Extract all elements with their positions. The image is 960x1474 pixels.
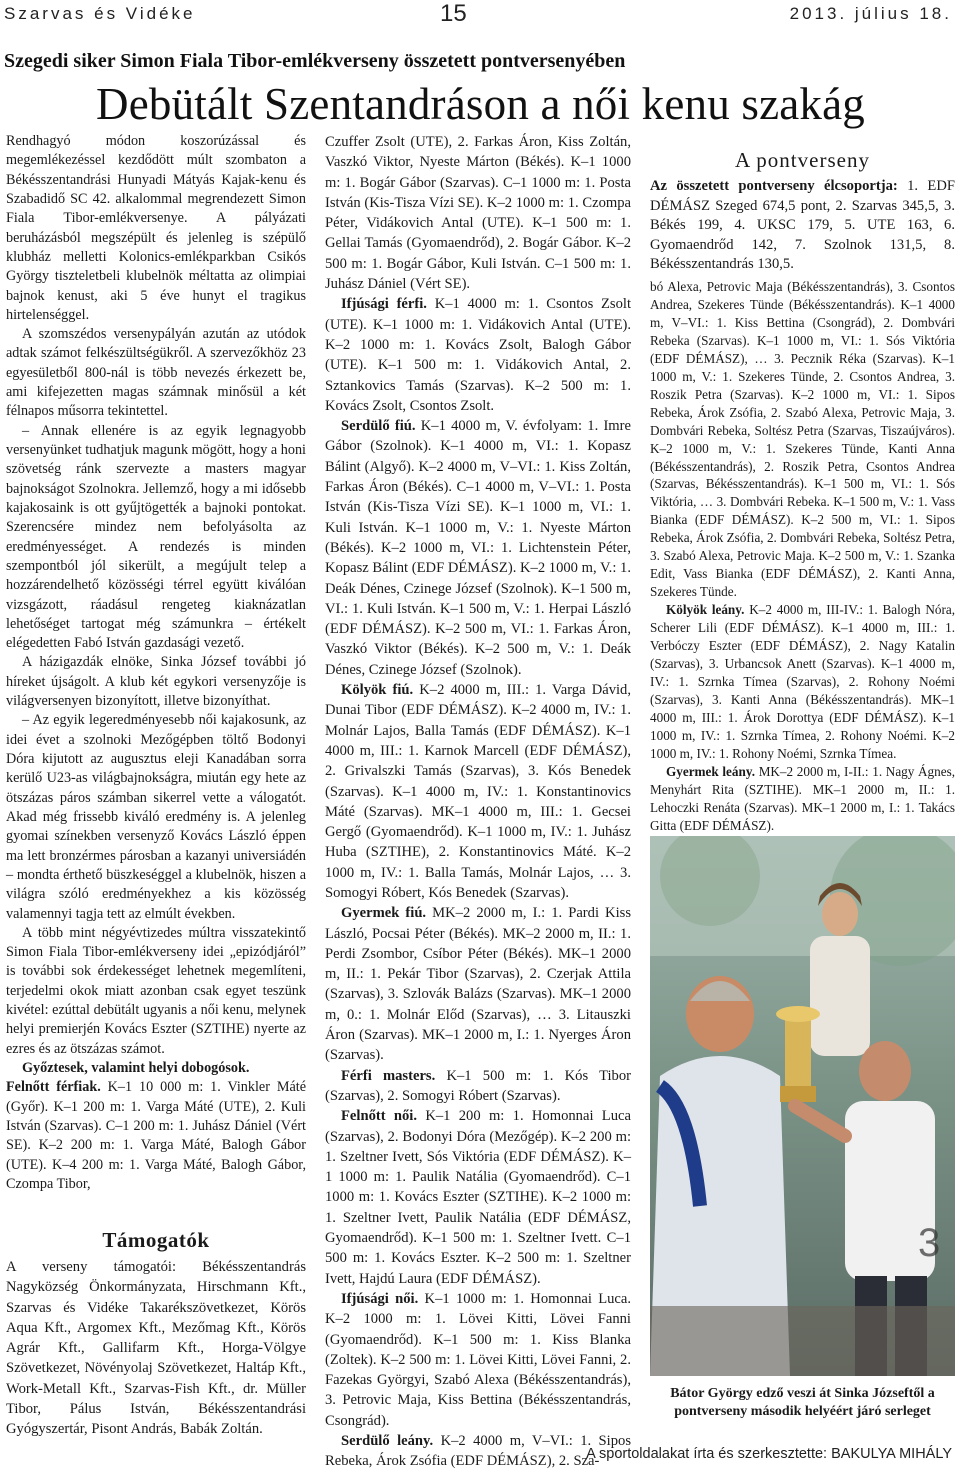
results-text: MK–2 2000 m, I-II.: 1. Nagy Ágnes, Menyhárt Rita (SZTIHE). MK–1 2000 m, II.: 1. Lehoczki Renáta (Szarvas). MK–1 2000 m, I.: 1. Takács Gitta (EDF DÉMÁSZ). — [650, 763, 956, 833]
paragraph: A szomszédos versenypályán azután az utódok adtak számot felkészültségükről. A szervezőkhöz 23 egyesületből 800-nál is több nevezés érkezett be, ami kifejezetten magas számnak minősül a két félnapos műsorra tekintettel. — [6, 326, 306, 420]
results-paragraph — [325, 294, 631, 416]
photo-illustration — [650, 836, 955, 1376]
issue-date: 2013. július 18. — [789, 4, 952, 23]
category-label: Kölyök fiú. — [341, 682, 414, 699]
category-label: Felnőtt férfiak. — [6, 1079, 101, 1096]
svg-text:3: 3 — [918, 1221, 941, 1265]
page-number: 15 — [440, 0, 467, 27]
results-paragraph — [650, 763, 955, 835]
results-paragraph — [325, 680, 631, 903]
category-label: Ifjúsági női. — [341, 1290, 419, 1307]
category-label: Felnőtt női. — [341, 1108, 417, 1125]
category-label: Serdülő fiú. — [341, 418, 416, 435]
article-headline: Debütált Szentandráson a női kenu szakág — [96, 79, 866, 129]
results-paragraph: bó Alexa, Petrovic Maja (Békésszentandrás), 3. Csontos Andrea, Szekeres Tünde (Békésszentandrás). K–1 4000 m, V–VI.: 1. Kiss Bettina (Csongrád), 2. Dombvári Rebeka (Szarvas). K–1 1000 m, VI.: 1. Sós Viktória (EDF DÉMÁSZ), … 3. Pecznik Réka (Szarvas). K–1 1000 m, V.: 1. Szekeres Tünde, 2. Csontos Andrea, 3. Roszik Petra (Szarvas). K–2 1000 m, VI.: 1. Sipos Rebeka, Árok Zsófia, 2. Szabó Alexa, Petrovic Maja, 3. Dombvári Rebeka, Soltész Petra (Szarvas, Tiszaújváros). K–2 1000 m, V.: 1. Szekeres Tünde, Kanti Anna (Békésszentandrás), 2. Roszik Petra, Csontos Andrea (Szarvas, Békésszentandrás). K–1 500 m, VI.: 1. Sós Viktória, … 3. Dombvári Rebeka. K–1 500 m, V.: 1. Vass Bianka (EDF DÉMÁSZ). K–2 500 m, VI.: 1. Sipos Rebeka, Árok Zsófia, 2. Dombvári Rebeka, Soltész Petra, 3. Szabó Alexa, Petrovic Maja. K–2 500 m, V.: 1. Szanka Edit, Vass Bianka (EDF DÉMÁSZ), 2. Kanti Anna, Szekeres Tünde. — [650, 279, 955, 600]
results-text: K–1 4000 m: 1. Csontos Zsolt (UTE). K–1 1000 m: 1. Vidákovich Antal (UTE). K–2 1000 m: 1. Kovács Zsolt, Balogh Gábor (UTE). K–1 500 m: 1. Vidákovich Antal, 2. Sztankovics Tamás (Szarvas). K–2 500 m: 1. Kovács Zsolt, Csontos Zsolt. — [325, 296, 632, 414]
subheading-text: Győztesek, valamint helyi dobogósok. — [22, 1060, 250, 1076]
article-kicker: Szegedi siker Simon Fiala Tibor-emlékverseny összetett pontversenyében — [4, 50, 626, 72]
results-text: K–1 4000 m, V. évfolyam: 1. Imre Gábor (Szolnok). K–1 4000 m, VI.: 1. Kopasz Bálint (Algyő). K–2 4000 m, V–VI.: 1. Kiss Zoltán, Farkas Áron (Békés). C–1 4000 m, V–VI.: 1. Posta István (Kis-Tisza Vízi SE). K–1 1000 m, VI.: 1. Kuli István. K–1 1000 m, V.: 1. Nyeste Márton (Békés). K–2 1000 m, VI.: 1. Lichtenstein Péter, Kopasz Bálint (EDF DÉMÁSZ). K–2 1000 m, V.: 1. Deák Dénes, Czinege József (Szolnok). K–1 500 m, VI.: 1. Kuli István. K–1 500 m, V.: 1. Herpai László (EDF DÉMÁSZ). K–2 500 m, VI.: 1. Farkas Áron, Vaszkó Viktor (Békés). K–2 500 m, V.: 1. Deák Dénes, Czinege József (Szolnok). — [325, 418, 631, 678]
category-label: Férfi masters. — [341, 1067, 436, 1084]
results-paragraph — [650, 601, 955, 763]
results-paragraph — [6, 1078, 306, 1194]
category-label: Gyermek leány. — [666, 763, 756, 779]
results-subheading — [6, 1059, 306, 1078]
sponsors-text: A verseny támogatói: Békésszentandrás Nagyközség Önkormányzata, Hirschmann Kft., Szarvas és Vidéke Takarékszövetkezet, Körös Aqua Kft., Argomex Kft., Mezőmag Kft., Körös Agrár Kft., Gallifarm Kft., Horga-Völgye Szövetkezet, Növényolaj Szövetkezet, Haltáp Kft., Work-Metall Kft., Szarvas-Fish Kft., dr. Müller Tibor, Pálus István, Békésszentandrási Gyógyszertár, Pisont András, Babák Zoltán. — [6, 1259, 306, 1438]
paragraph: Rendhagyó módon koszorúzással és megemlékezéssel kezdődött múlt szombaton a Békésszentandrási Hunyadi Mátyás Kajak-kenu és Szabadidő SC 42. alkalommal megrendezett Simon Fiala Tibor-emlékversenye. A pályázati beruházásból megszépült és jelenleg is szépülő klubház melletti Kolonics-emlékparkban Csikós György tiszteletbeli klubelnök méltatta az olimpiai bajnok kenust, aki 5 éve hunyt el tragikus hirtelenséggel. — [6, 133, 306, 323]
pontverseny-title: A pontverseny — [735, 148, 870, 172]
paragraph: – Annak ellenére is az egyik legnagyobb versenyünket tudhatjuk magunk mögött, hogy a honi szövetség ránk szervezte a masters magyar bajnokságot Szolnokra. Jellemző, hogy a mi idősebb kajakosaink is ott gyűjtögették a bajnoki pontokat. Szerencsére mindez nem befolyásolta az eredményességet. A rendezés is minden szempontból jól sikerült, a megújult telep a hozzárendelhető közösségi térrel együtt kiválóan vizsgázott, ráadásul rengeteg kiaknázatlan lehetőséget tartogat még számunkra – értékelt elégedetten Fabó István gazdasági vezető. — [6, 422, 306, 652]
pontverseny-box — [650, 148, 955, 275]
article-column-3 — [650, 278, 955, 835]
photo-caption: Bátor György edző veszi át Sinka Józseftől a pontverseny második helyéért járó serleget — [670, 1386, 935, 1419]
results-text: K–2 4000 m, III.: 1. Varga Dávid, Dunai Tibor (EDF DÉMÁSZ). K–2 4000 m, IV.: 1. Molnár Lajos, Balla Tamás (EDF DÉMÁSZ). K–1 4000 m, III.: 1. Karnok Marcell (EDF DÉMÁSZ), 2. Grivalszki Tamás (Szarvas), 3. Kós Benedek (Szarvas). K–1 4000 m, IV.: 1. Konstantinovics Máté (Szarvas). MK–1 4000 m, III.: 1. Gecsei Gergő (Gyomaendrőd). K–1 1000 m, IV.: 1. Juhász Huba (SZTIHE), 2. Konstantinovics Máté. K–2 1000 m, IV.: 1. Balla Tamás, Molnár Lajos, … 3. Somogyi Róbert, Kós Benedek (Szarvas). — [325, 682, 632, 901]
category-label: Kölyök leány. — [666, 602, 745, 618]
results-text: K–1 10 000 m: 1. Vinkler Máté (Győr). K–1 200 m: 1. Varga Máté (UTE), 2. Kuli István (Szarvas). C–1 200 m: 1. Juhász Dániel (Vért SE). K–2 200 m: 1. Varga Máté, Balogh Gábor (UTE). K–4 200 m: 1. Varga Máté, Balogh Gábor, Czompa Tibor, — [6, 1079, 306, 1192]
results-text: K–2 4000 m, V–VI.: 1. Sipos Rebeka, Árok Zsófia (EDF DÉMÁSZ), 2. Sza- — [325, 1433, 631, 1470]
results-text: K–2 4000 m, III-IV.: 1. Balogh Nóra, Scherer Lili (EDF DÉMÁSZ). K–1 4000 m, III.: 1. Verbóczy Eszter (EDF DÉMÁSZ), 2. Nagy Katalin (Szarvas), 3. Urbancsok Anett (Szarvas). K–1 4000 m, IV.: 1. Szrnka Tímea (Szarvas), 2. Rohony Noémi (Szarvas), 3. Kanti Anna (Békésszentandrás). MK–1 4000 m, III.: 1. Árok Dorottya (EDF DÉMÁSZ). K–1 1000 m, IV.: 1. Szrnka Tímea, 2. Rohony Noémi. K–2 1000 m, IV.: 1. Rohony Noémi, Szrnka Tímea. — [650, 602, 955, 761]
category-label: Ifjúsági férfi. — [341, 296, 427, 313]
results-paragraph — [325, 416, 631, 680]
sponsors-box — [6, 1228, 306, 1440]
paragraph: A több mint négyévtizedes múltra visszatekintő Simon Fiala Tibor-emlékverseny idei „epizódjáról” is további sok érdekességet lehetnek megemlíteni, terjedelmi okok miatt azonban csak egyet teszünk kivétel: ezúttal debütált ugyanis a női kenu, melynek helyi premierjén Kovács Eszter (SZTIHE) nyerte az ezres és az ötszázas számot. — [6, 924, 306, 1057]
article-column-1 — [6, 132, 306, 1194]
award-photo — [650, 836, 955, 1376]
results-paragraph — [325, 903, 631, 1065]
results-text: MK–2 2000 m, I.: 1. Pardi Kiss László, Pocsai Péter (Békés). MK–2 2000 m, II.: 1. Perdi Zsombor, Csíbor Péter (Békés). MK–1 2000 m, II.: 1. Pekár Tibor (Szarvas), 2. Czerjak Attila (Szarvas), 3. Szlovák Balázs (Szarvas). MK–1 2000 m, 0.: 1. Molnár Előd (Szarvas), … 3. Litauszki Áron (Szarvas). MK–1 2000 m, I.: 1. Nyerges Áron (Szarvas). — [325, 905, 632, 1064]
category-label: Serdülő leány. — [341, 1433, 434, 1449]
paragraph: – Az egyik legeredményesebb női kajakosunk, az idei évet a szolnoki Mezőgépben töltő Bodonyi Dóra kijutott az augusztus eleji Kanadában sorra kerülő U23-as világbajnokságra, miután egy hete az ötszázas páros számban sikerrel vette a válogatót. Akad még frissebb kiváló eredmény is. A jelenleg gyomai színekben versenyző Kovács László éppen ma lett bronzérmes párosban a kazanyi universiádén – mondta érthető büszkeséggel a klubelnök, hiszen a világra szóló eredményekhez a kis közösség valamennyi tagja tett az elmúlt években. — [6, 712, 306, 922]
results-paragraph: Czuffer Zsolt (UTE), 2. Farkas Áron, Kiss Zoltán, Vaszkó Viktor, Nyeste Márton (Békés). K–1 1000 m: 1. Bogár Gábor (Szarvas). C–1 1000 m: 1. Posta István (Kis-Tisza Vízi SE). K–2 1000 m: 1. Czompa Péter, Vidákovich Antal (UTE). K–1 500 m: 1. Gellai Tamás (Gyomaendrőd), 2. Bogár Gábor. K–2 500 m: 1. Bogár Gábor, Kuli István. C–1 500 m: 1. Juhász Dániel (Vért SE). — [325, 134, 631, 293]
results-paragraph — [325, 1106, 631, 1289]
article-column-2 — [325, 132, 631, 1472]
newspaper-name: Szarvas és Vidéke — [4, 4, 196, 23]
results-text: K–1 500 m: 1. Kós Tibor (Szarvas), 2. Somogyi Róbert (Szarvas). — [325, 1067, 631, 1104]
pontverseny-lead: Az összetett pontverseny élcsoportja: — [650, 178, 898, 194]
category-label: Gyermek fiú. — [341, 905, 427, 922]
results-text: K–1 200 m: 1. Homonnai Luca (Szarvas), 2. Bodonyi Dóra (Mezőgép). K–2 200 m: 1. Szeltner Ivett, Sós Viktória (EDF DÉMÁSZ). K–1 1000 m: 1. Paulik Natália (Gyomaendrőd). C–1 1000 m: 1. Kovács Eszter (SZTIHE). K–2 1000 m: 1. Szeltner Ivett, Paulik Natália (EDF DÉMÁSZ, Gyomaendrőd). K–1 500 m: 1. Szeltner Ivett. C–1 500 m: 1. Kovács Eszter. K–2 500 m: 1. Szeltner Ivett, Hajdú Laura (EDF DÉMÁSZ). — [325, 1108, 631, 1287]
byline: A sportoldalakat írta és szerkesztette: BAKULYA MIHÁLY — [586, 1446, 952, 1462]
results-paragraph — [325, 1431, 631, 1472]
paragraph: A házigazdák elnöke, Sinka József további jó híreket újságolt. A klub két egykori versenyzője is világversenyen bizonyított, illetve bizonyíthat. — [6, 654, 306, 710]
results-paragraph — [325, 1066, 631, 1107]
pontverseny-standings: 1. EDF DÉMÁSZ Szeged 674,5 pont, 2. Szarvas 345,5, 3. Békés 199, 4. UKSC 179, 5. UTE 163, 6. Gyomaendrőd 142, 7. Szolnok 131,5, 8. Békésszentandrás 130,5. — [650, 178, 956, 272]
results-paragraph — [325, 1289, 631, 1431]
sponsors-title: Támogatók — [102, 1228, 210, 1252]
results-text: K–1 1000 m: 1. Homonnai Luca. K–2 1000 m: 1. Lövei Kitti, Lövei Fanni (Gyomaendrőd). K–1 500 m: 1. Kiss Blanka (Zoltek). K–2 500 m: 1. Lövei Kitti, Lövei Fanni, 2. Fazekas Györgyi, Szabó Alexa (Békésszentandrás), 3. Petrovic Maja, Kiss Bettina (Békésszentandrás, Csongrád). — [325, 1290, 632, 1429]
pontverseny-text — [650, 177, 955, 275]
